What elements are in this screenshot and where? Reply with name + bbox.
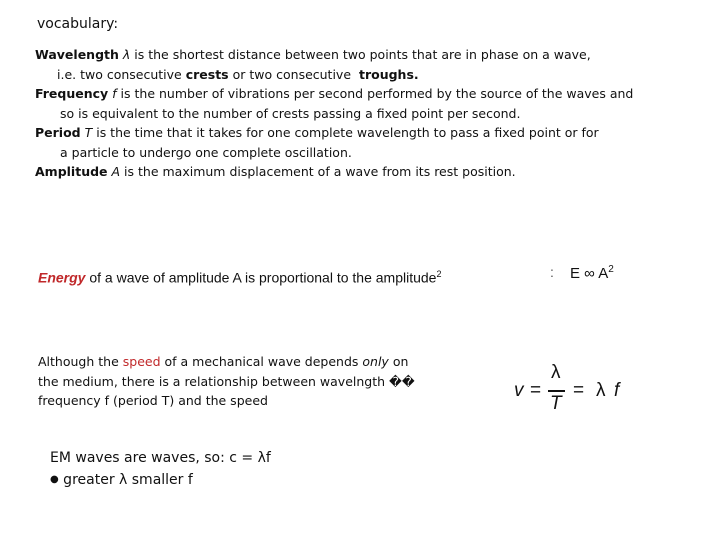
definition-period: Period T is the time that it takes for one complete wavelength to pass a fixed point or for	[35, 125, 599, 140]
definition-wavelength-cont: i.e. two consecutive crests or two consecutive troughs.	[57, 66, 419, 82]
formula-denominator: T	[550, 393, 562, 414]
definition-wavelength: Wavelength λ is the shortest distance between two points that are in phase on a wave,	[35, 47, 591, 62]
energy-colon: :	[550, 264, 554, 280]
formula-equals-1: =	[530, 380, 542, 401]
energy-formula: E ∞ $A^2$	[570, 264, 614, 282]
formula-lambda: λ	[596, 380, 606, 401]
speed-line-3: frequency f (period T) and the speed	[38, 393, 268, 408]
definition-period-cont: a particle to undergo one complete oscillation.	[60, 144, 352, 160]
definition-frequency: Frequency f is the number of vibrations per second performed by the source of the waves and	[35, 86, 634, 101]
em-line-1: EM waves are waves, so: c = λf	[50, 450, 271, 466]
formula-f: f	[614, 380, 620, 401]
energy-statement: Energy of a wave of amplitude A is proportional to the amplitude$^2$	[38, 269, 442, 286]
speed-line-2: the medium, there is a relationship between wavelngth ��	[38, 373, 415, 389]
formula-fraction-bar	[548, 390, 565, 392]
heading: vocabulary:	[37, 16, 119, 32]
formula-numerator: λ	[551, 362, 561, 383]
formula-v: v	[514, 380, 524, 401]
definition-amplitude: Amplitude A is the maximum displacement of a wave from its rest position.	[35, 164, 516, 179]
em-line-2: ● greater λ smaller f	[50, 472, 193, 488]
bullet-icon: ●	[50, 474, 59, 485]
formula-equals-2: =	[573, 380, 585, 401]
definition-frequency-cont: so is equivalent to the number of crests passing a fixed point per second.	[60, 105, 521, 121]
speed-line-1: Although the speed of a mechanical wave depends only on	[38, 354, 409, 369]
